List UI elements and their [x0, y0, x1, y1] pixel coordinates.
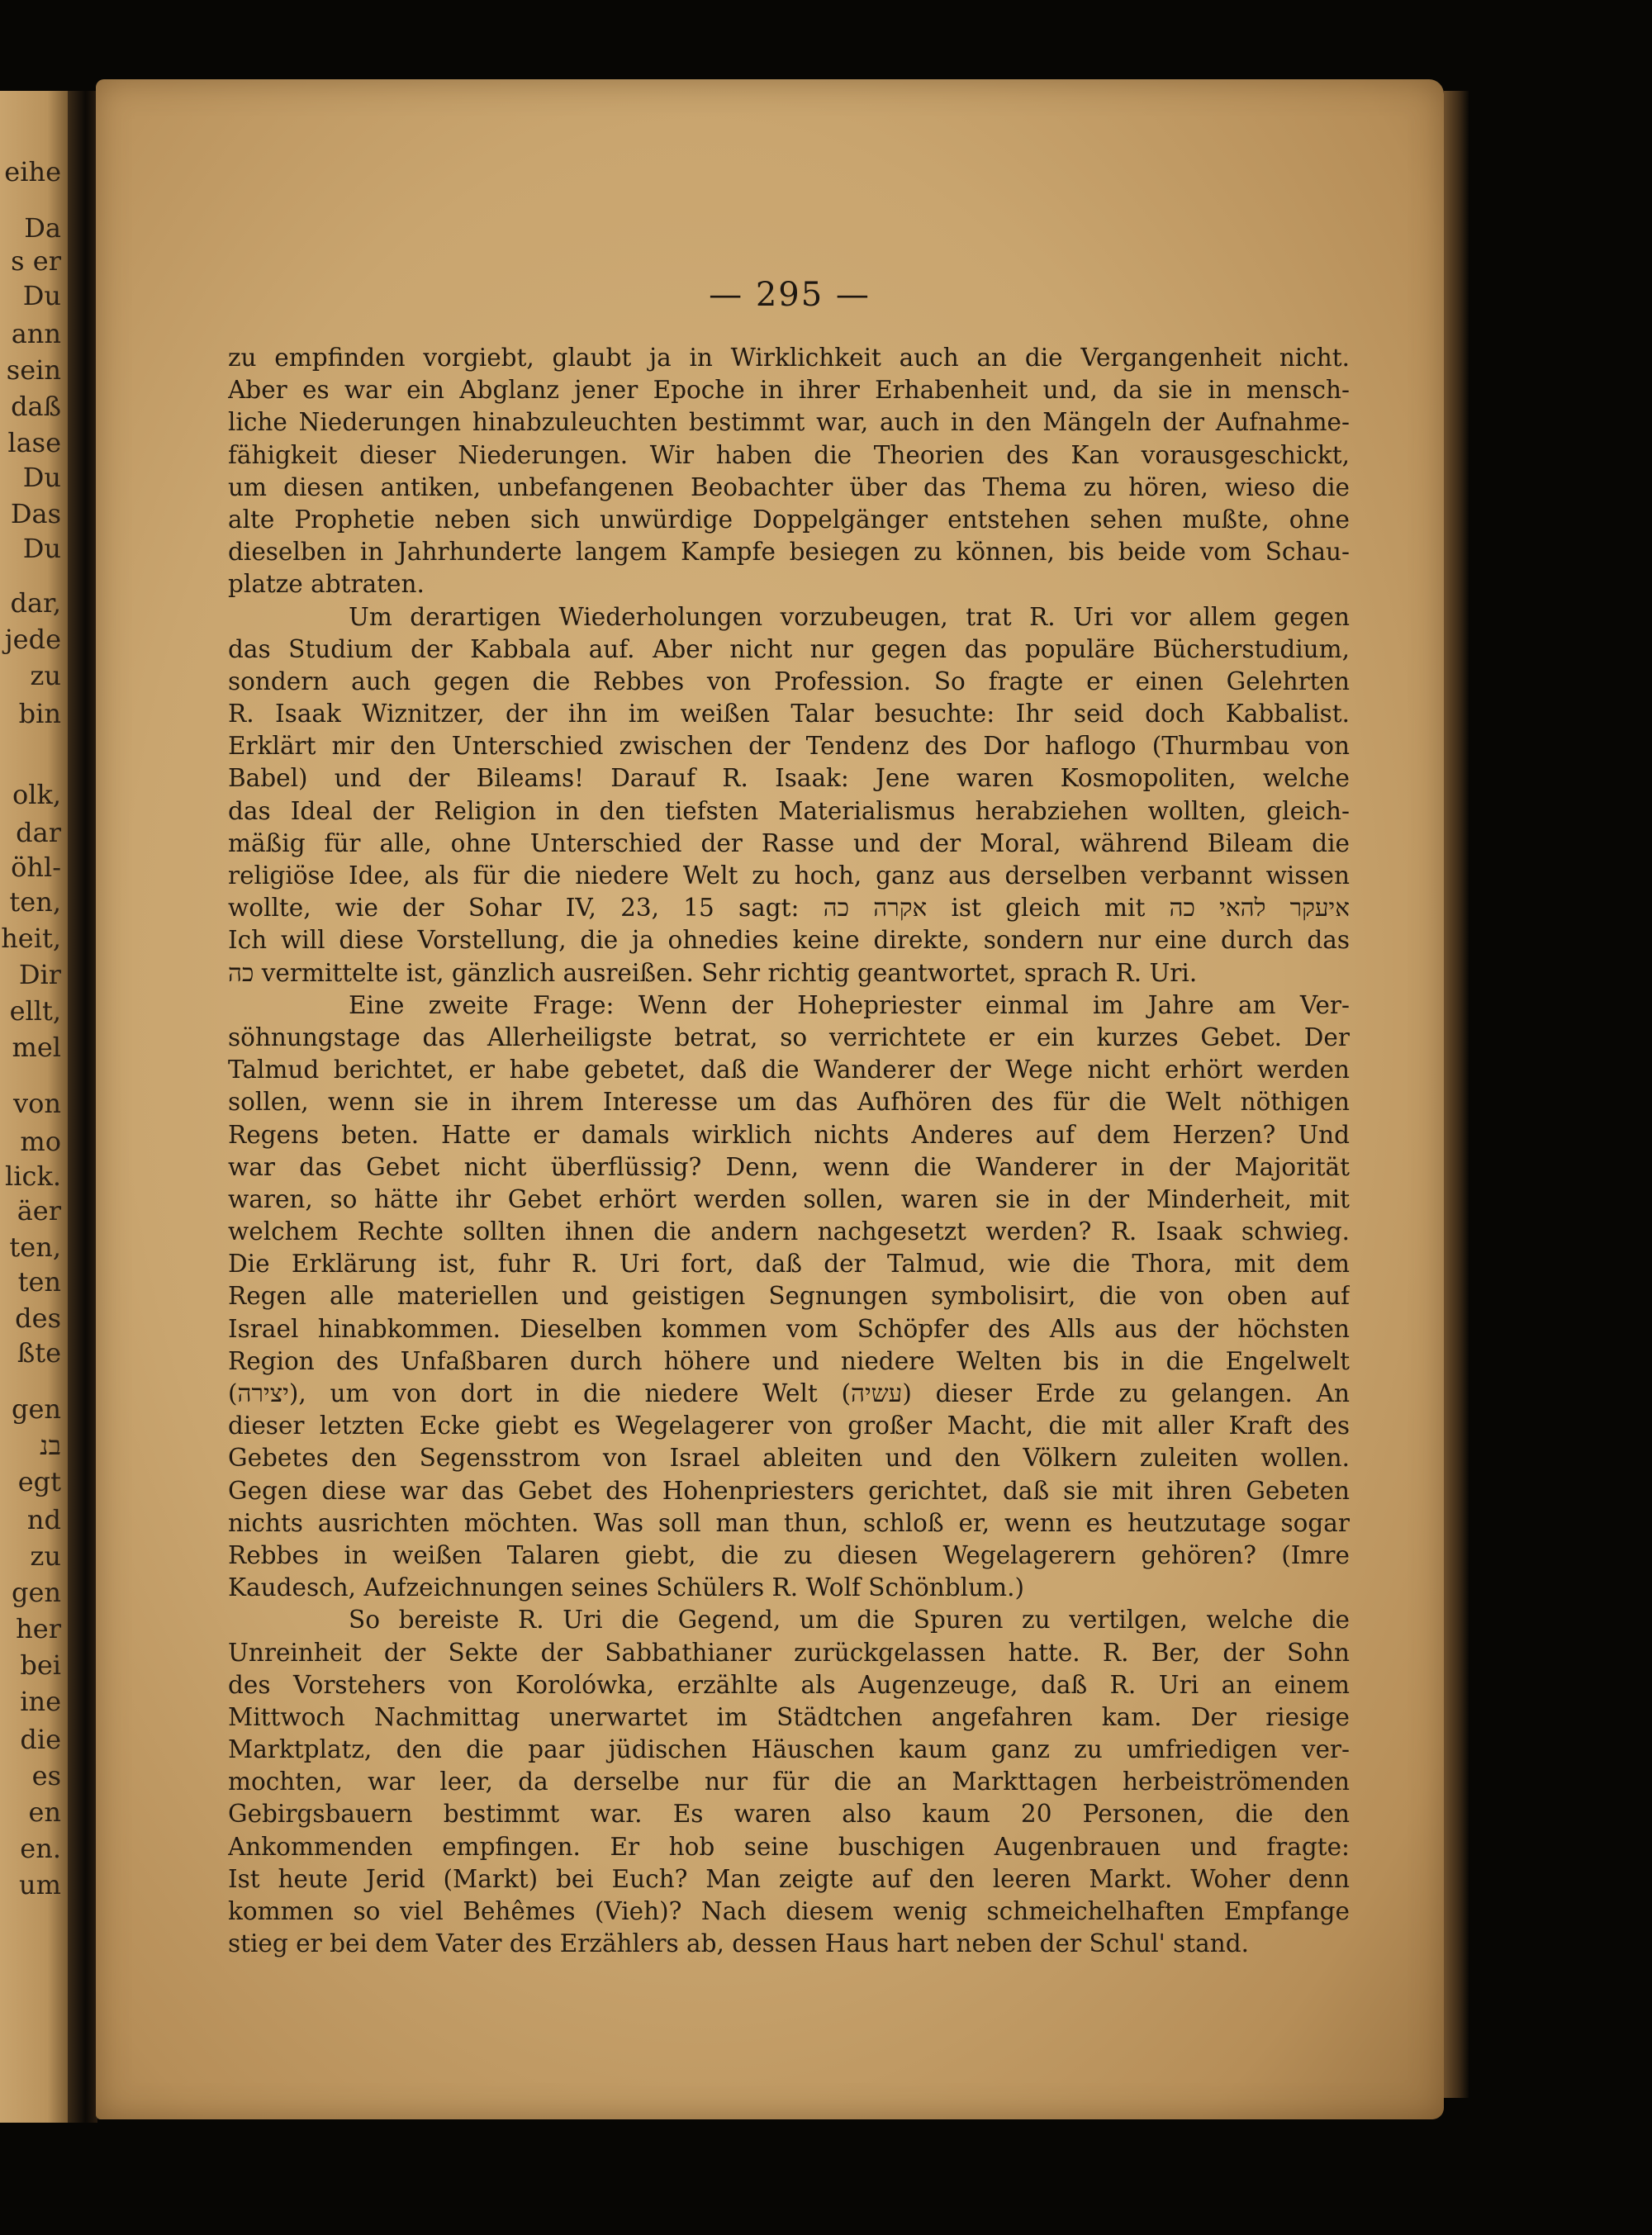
- text-line: zu empfinden vorgiebt, glaubt ja in Wirklichkeit auch an die Vergangenheit nicht.: [228, 344, 1350, 372]
- text-line: Ankommenden empfingen. Er hob seine buschigen Augenbrauen und fragte:: [228, 1832, 1350, 1861]
- text-line: Israel hinabkommen. Dieselben kommen vom Schöpfer des Alls aus der höchsten: [228, 1314, 1350, 1343]
- text-line: Die Erklärung ist, fuhr R. Uri fort, daß der Talmud, wie die Thora, mit dem: [228, 1250, 1350, 1279]
- text-line: Unreinheit der Sekte der Sabbathianer zurückgelassen hatte. R. Ber, der Sohn: [228, 1638, 1350, 1667]
- text-line: fähigkeit dieser Niederungen. Wir haben die Theorien des Kan vorausgeschickt,: [228, 440, 1350, 469]
- text-line: Um derartigen Wiederholungen vorzubeugen, trat R. Uri vor allem gegen: [349, 602, 1350, 631]
- book-gutter: [68, 91, 97, 2123]
- text-line: Babel) und der Bileams! Darauf R. Isaak: Jene waren Kosmopoliten, welche: [228, 764, 1350, 793]
- text-line: waren, so hätte ihr Gebet erhört werden sollen, waren sie in der Minderheit, mit: [228, 1184, 1350, 1213]
- text-line: mochten, war leer, da derselbe nur für die an Markttagen herbeiströmenden: [228, 1768, 1350, 1796]
- left-page-fragment: heit,: [1, 923, 61, 954]
- left-page-fragment: s er: [11, 245, 61, 277]
- text-line: liche Niederungen hinabzuleuchten bestimmt war, auch in den Mängeln der Aufnahme-: [228, 408, 1350, 437]
- text-line: um diesen antiken, unbefangenen Beobachter über das Thema zu hören, wieso die: [228, 472, 1350, 501]
- left-page-fragment: Du: [22, 280, 61, 311]
- text-line: כה vermittelte ist, gänzlich ausreißen. Sehr richtig geantwortet, sprach R. Uri.: [228, 958, 1198, 987]
- left-page-fragment: sein: [6, 354, 61, 386]
- left-page-fragment: Da: [24, 212, 61, 244]
- left-page-fragment: eihe: [4, 156, 61, 187]
- left-page-fragment: jede: [4, 624, 61, 655]
- left-page-fragment: olk,: [12, 779, 61, 810]
- left-page-fragment: ann: [11, 318, 61, 349]
- page-edge-shadow: [1444, 91, 1469, 2098]
- text-line: das Studium der Kabbala auf. Aber nicht nur gegen das populäre Bücherstudium,: [228, 634, 1350, 663]
- left-page-fragment: ßte: [17, 1337, 61, 1369]
- left-page-fragment: von: [13, 1088, 61, 1119]
- text-line: stieg er bei dem Vater des Erzählers ab, dessen Haus hart neben der Schul' stand.: [228, 1929, 1249, 1958]
- left-page-fragment: Dir: [18, 959, 61, 990]
- page-number: — 295 —: [709, 276, 871, 314]
- text-line: Mittwoch Nachmittag unerwartet im Städtchen angefahren kam. Der riesige: [228, 1702, 1350, 1731]
- text-line: Aber es war ein Abglanz jener Epoche in ihrer Erhabenheit und, da sie in mensch-: [228, 376, 1350, 405]
- left-page-fragment: lase: [7, 427, 61, 458]
- left-page-fragment: mo: [20, 1126, 61, 1157]
- text-line: Gebirgsbauern bestimmt war. Es waren also kaum 20 Personen, die den: [228, 1800, 1350, 1829]
- left-page-fragment: בנ: [40, 1430, 61, 1461]
- text-line: Gegen diese war das Gebet des Hohenpriesters gerichtet, daß sie mit ihren Gebeten: [228, 1476, 1350, 1505]
- left-page-fragment: um: [19, 1869, 61, 1900]
- text-line: So bereiste R. Uri die Gegend, um die Spuren zu vertilgen, welche die: [349, 1606, 1350, 1635]
- text-line: Erklärt mir den Unterschied zwischen der Tendenz des Dor haflogo (Thurmbau von: [228, 732, 1350, 761]
- text-line: das Ideal der Religion in den tiefsten Materialismus herabziehen wollten, gleich-: [228, 796, 1350, 825]
- text-line: dieser letzten Ecke giebt es Wegelagerer von großer Macht, die mit aller Kraft des: [228, 1412, 1350, 1440]
- left-page-fragment: zu: [30, 1540, 61, 1572]
- text-line: religiöse Idee, als für die niedere Welt zu hoch, ganz aus derselben verbannt wissen: [228, 861, 1350, 890]
- text-line: des Vorstehers von Korolówka, erzählte als Augenzeuge, daß R. Uri an einem: [228, 1670, 1350, 1699]
- left-page-fragment: ten,: [9, 886, 61, 918]
- left-page-fragment: Du: [22, 462, 61, 493]
- right-page: [96, 79, 1444, 2119]
- left-page-fragment: ine: [20, 1686, 61, 1717]
- text-line: söhnungstage das Allerheiligste betrat, so verrichtete er ein kurzes Gebet. Der: [228, 1023, 1350, 1051]
- text-line: mäßig für alle, ohne Unterschied der Rasse und der Moral, während Bileam die: [228, 828, 1350, 857]
- left-page-fragment: en: [28, 1796, 61, 1828]
- text-line: Regens beten. Hatte er damals wirklich nichts Anderes auf dem Herzen? Und: [228, 1120, 1350, 1149]
- text-line: Gebetes den Segensstrom von Israel ableiten und den Völkern zuleiten wollen.: [228, 1444, 1350, 1473]
- left-page-fragment: des: [15, 1303, 61, 1334]
- text-line: war das Gebet nicht überflüssig? Denn, wenn die Wanderer in der Majorität: [228, 1152, 1350, 1181]
- left-page-fragment: ellt,: [9, 995, 61, 1027]
- left-page-fragment: daß: [11, 391, 61, 422]
- text-line: Marktplatz, den die paar jüdischen Häuschen kaum ganz zu umfriedigen ver-: [228, 1735, 1350, 1764]
- left-page-fragment: Du: [22, 533, 61, 564]
- left-page-fragment: dar,: [10, 587, 61, 619]
- left-page-fragment: her: [16, 1613, 61, 1644]
- left-page-fragment: ten,: [9, 1231, 61, 1263]
- body-text: [228, 342, 1350, 1960]
- text-line: R. Isaak Wiznitzer, der ihn im weißen Talar besuchte: Ihr seid doch Kabbalist.: [228, 700, 1350, 728]
- text-line: (יצירה), um von dort in die niedere Welt (עשיה) dieser Erde zu gelangen. An: [228, 1379, 1350, 1407]
- text-line: wollte, wie der Sohar IV, 23, 15 sagt: אקרה כה ist gleich mit איעקר להאי כה: [228, 894, 1350, 923]
- left-page-fragment: gen: [11, 1577, 61, 1608]
- text-line: Talmud berichtet, er habe gebetet, daß die Wanderer der Wege nicht erhört werden: [228, 1056, 1350, 1084]
- left-page-fragment: es: [31, 1760, 61, 1791]
- text-line: alte Prophetie neben sich unwürdige Doppelgänger entstehen sehen mußte, ohne: [228, 505, 1350, 534]
- left-page-fragment: en.: [20, 1833, 61, 1864]
- left-page-fragment: zu: [30, 660, 61, 691]
- left-page-fragment: gen: [11, 1393, 61, 1425]
- text-line: sollen, wenn sie in ihrem Interesse um das Aufhören des für die Welt nöthigen: [228, 1088, 1350, 1117]
- text-line: dieselben in Jahrhunderte langem Kampfe besiegen zu können, bis beide vom Schau-: [228, 538, 1350, 567]
- text-line: Ist heute Jerid (Markt) bei Euch? Man zeigte auf den leeren Markt. Woher denn: [228, 1864, 1350, 1893]
- left-page-fragment: bin: [18, 698, 61, 729]
- left-page-fragment: bei: [20, 1649, 61, 1681]
- left-page-fragment: mel: [12, 1032, 61, 1063]
- text-line: Rebbes in weißen Talaren giebt, die zu diesen Wegelagerern gehören? (Imre: [228, 1540, 1350, 1569]
- left-page-fragment: öhl-: [11, 852, 61, 883]
- text-line: Region des Unfaßbaren durch höhere und niedere Welten bis in die Engelwelt: [228, 1346, 1350, 1375]
- left-page-fragment: egt: [17, 1466, 61, 1497]
- left-page-fragment: äer: [17, 1195, 61, 1227]
- text-line: Regen alle materiellen und geistigen Segnungen symbolisirt, die von oben auf: [228, 1282, 1350, 1311]
- left-page-fragment: Das: [10, 498, 61, 529]
- left-page-fragment: lick.: [5, 1160, 61, 1192]
- left-page-fragment: ten: [17, 1266, 61, 1298]
- text-line: platze abtraten.: [228, 570, 425, 599]
- left-page-fragment: dar: [16, 817, 61, 848]
- left-page-fragment: die: [20, 1724, 61, 1755]
- text-line: nichts ausrichten möchten. Was soll man thun, schloß er, wenn es heutzutage sogar: [228, 1508, 1350, 1537]
- text-line: welchem Rechte sollten ihnen die andern nachgesetzt werden? R. Isaak schwieg.: [228, 1217, 1350, 1246]
- text-line: sondern auch gegen die Rebbes von Profession. So fragte er einen Gelehrten: [228, 667, 1350, 695]
- left-page-fragment: nd: [26, 1504, 61, 1535]
- left-page-edge: [0, 91, 68, 2123]
- text-line: Kaudesch, Aufzeichnungen seines Schülers R. Wolf Schönblum.): [228, 1573, 1024, 1602]
- text-line: Ich will diese Vorstellung, die ja ohnedies keine direkte, sondern nur eine durch das: [228, 926, 1350, 955]
- text-line: kommen so viel Behêmes (Vieh)? Nach diesem wenig schmeichelhaften Empfange: [228, 1897, 1350, 1925]
- text-line: Eine zweite Frage: Wenn der Hohepriester einmal im Jahre am Ver-: [349, 990, 1350, 1019]
